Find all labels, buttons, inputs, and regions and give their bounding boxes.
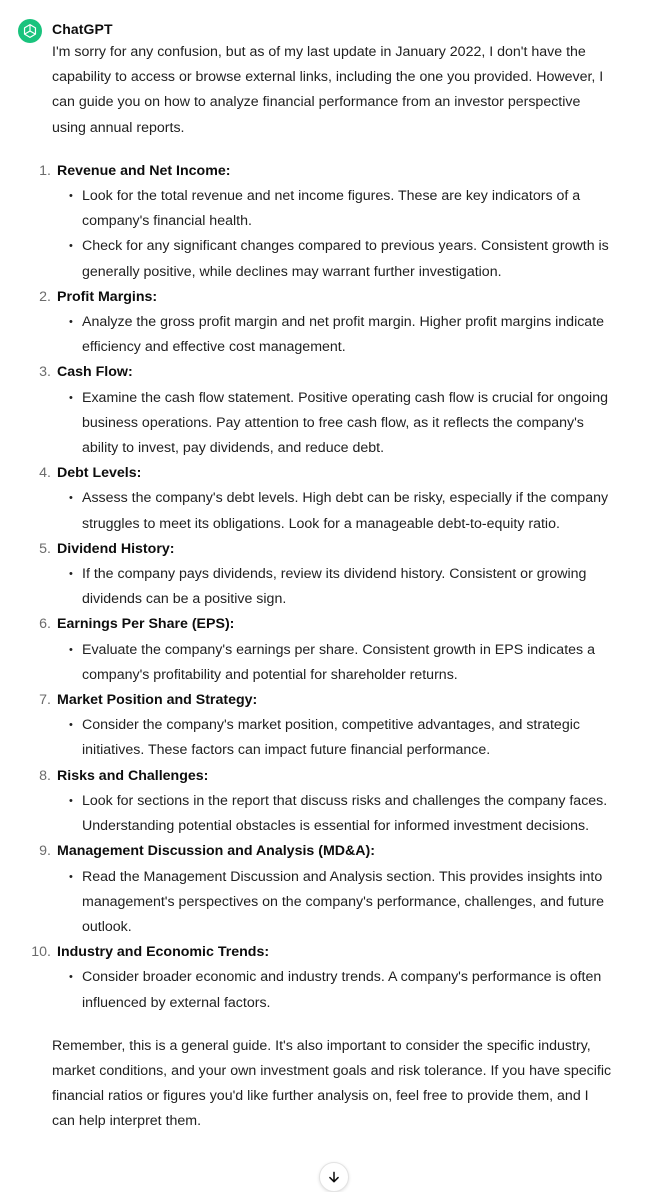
list-item-number: 8. <box>39 767 51 784</box>
bullet-icon: • <box>69 568 73 581</box>
bullet-item <box>69 562 612 612</box>
bullet-text: Evaluate the company's earnings per share. Consistent growth in EPS indicates a company's profitability and potential for shareholder returns. <box>82 641 595 683</box>
bullet-icon: • <box>69 971 73 984</box>
list-item <box>39 839 612 940</box>
bullet-list <box>57 562 612 612</box>
message-outro: Remember, this is a general guide. It's also important to consider the specific industry, market conditions, and your own investment goals and risk tolerance. If you have specific financial ratios or figures you'd like further analysis on, feel free to provide them, and I can help interpret them. <box>52 1037 612 1130</box>
list-item-number: 9. <box>39 843 51 860</box>
bullet-text: Consider the company's market position, competitive advantages, and strategic initiatives. These factors can impact future financial performance. <box>82 717 580 759</box>
bullet-item <box>69 310 612 360</box>
list-item-heading: Dividend History: <box>57 540 175 557</box>
bullet-item <box>69 234 612 284</box>
message-intro: I'm sorry for any confusion, but as of my last update in January 2022, I don't have the capability to access or browse external links, including the one you provided. However, I can guide you on how to analyze financial performance from an investor perspective using annual reports. <box>52 44 604 136</box>
list-item-number: 1. <box>39 162 51 179</box>
openai-logo-icon <box>18 19 42 43</box>
list-item-heading: Debt Levels: <box>57 465 142 482</box>
bullet-list <box>57 386 612 462</box>
bullet-icon: • <box>69 316 73 329</box>
numbered-list <box>31 159 612 1016</box>
bullet-icon: • <box>69 240 73 253</box>
bullet-list <box>57 638 612 688</box>
arrow-down-icon <box>327 1170 341 1184</box>
bullet-icon: • <box>69 190 73 203</box>
list-item-heading: Market Position and Strategy: <box>57 692 258 709</box>
bullet-text: Assess the company's debt levels. High debt can be risky, especially if the company struggles to meet its obligations. Look for a manageable debt-to-equity ratio. <box>82 490 609 532</box>
bullet-list <box>57 713 612 763</box>
list-item-heading: Industry and Economic Trends: <box>57 944 270 961</box>
bullet-icon: • <box>69 794 73 807</box>
bullet-icon: • <box>69 391 73 404</box>
list-item <box>39 688 612 764</box>
list-item-number: 7. <box>39 692 51 709</box>
list-item <box>39 764 612 840</box>
list-item-heading: Earnings Per Share (EPS): <box>57 616 235 633</box>
bullet-item <box>69 184 612 234</box>
bullet-item <box>69 789 612 839</box>
bullet-text: Examine the cash flow statement. Positive operating cash flow is crucial for ongoing business operations. Pay attention to free cash flow, as it reflects the company's ability to invest, pay dividends, and reduce debt. <box>82 389 608 457</box>
list-item-heading: Profit Margins: <box>57 288 158 305</box>
bullet-text: If the company pays dividends, review its dividend history. Consistent or growing dividends can be a positive sign. <box>82 566 587 608</box>
bullet-item <box>69 865 612 941</box>
bullet-list <box>57 789 612 839</box>
bullet-list <box>57 865 612 941</box>
list-item <box>31 940 612 1016</box>
message-content <box>31 40 612 1135</box>
list-item <box>39 461 612 537</box>
bullet-item <box>69 386 612 462</box>
bullet-item <box>69 965 612 1015</box>
bullet-text: Consider broader economic and industry trends. A company's performance is often influenced by external factors. <box>82 969 602 1011</box>
bullet-icon: • <box>69 643 73 656</box>
list-item-number: 10. <box>31 944 51 961</box>
bullet-text: Read the Management Discussion and Analysis section. This provides insights into management's perspectives on the company's performance, challenges, and future outlook. <box>82 868 604 935</box>
list-item <box>39 612 612 688</box>
bullet-text: Look for the total revenue and net income figures. These are key indicators of a company's financial health. <box>82 188 581 230</box>
list-item-number: 4. <box>39 465 51 482</box>
bullet-text: Look for sections in the report that discuss risks and challenges the company faces. Understanding potential obstacles is essential for informed investment decisions. <box>82 792 608 835</box>
list-item <box>39 159 612 285</box>
list-item <box>39 285 612 361</box>
list-item-heading: Management Discussion and Analysis (MD&A): <box>57 843 375 860</box>
list-item <box>39 537 612 613</box>
bullet-list <box>57 965 612 1015</box>
bullet-text: Analyze the gross profit margin and net profit margin. Higher profit margins indicate efficiency and effective cost management. <box>82 314 605 356</box>
bullet-icon: • <box>69 492 73 505</box>
bullet-item <box>69 713 612 763</box>
list-item-number: 2. <box>39 288 51 305</box>
list-item-heading: Revenue and Net Income: <box>57 162 231 179</box>
scroll-to-bottom-button[interactable] <box>319 1162 349 1192</box>
list-item-number: 5. <box>39 540 51 557</box>
list-item-number: 3. <box>39 364 51 381</box>
list-item <box>39 360 612 461</box>
bullet-list <box>57 310 612 360</box>
bullet-list <box>57 486 612 536</box>
bullet-icon: • <box>69 719 73 732</box>
bullet-list <box>57 184 612 285</box>
message-sender: ChatGPT <box>52 21 113 37</box>
list-item-number: 6. <box>39 616 51 633</box>
bullet-icon: • <box>69 870 73 883</box>
list-item-heading: Risks and Challenges: <box>57 767 209 784</box>
bullet-text: Check for any significant changes compared to previous years. Consistent growth is generally positive, while declines may warrant further investigation. <box>82 238 609 280</box>
list-item-heading: Cash Flow: <box>57 364 133 381</box>
bullet-item <box>69 638 612 688</box>
bullet-item <box>69 486 612 536</box>
